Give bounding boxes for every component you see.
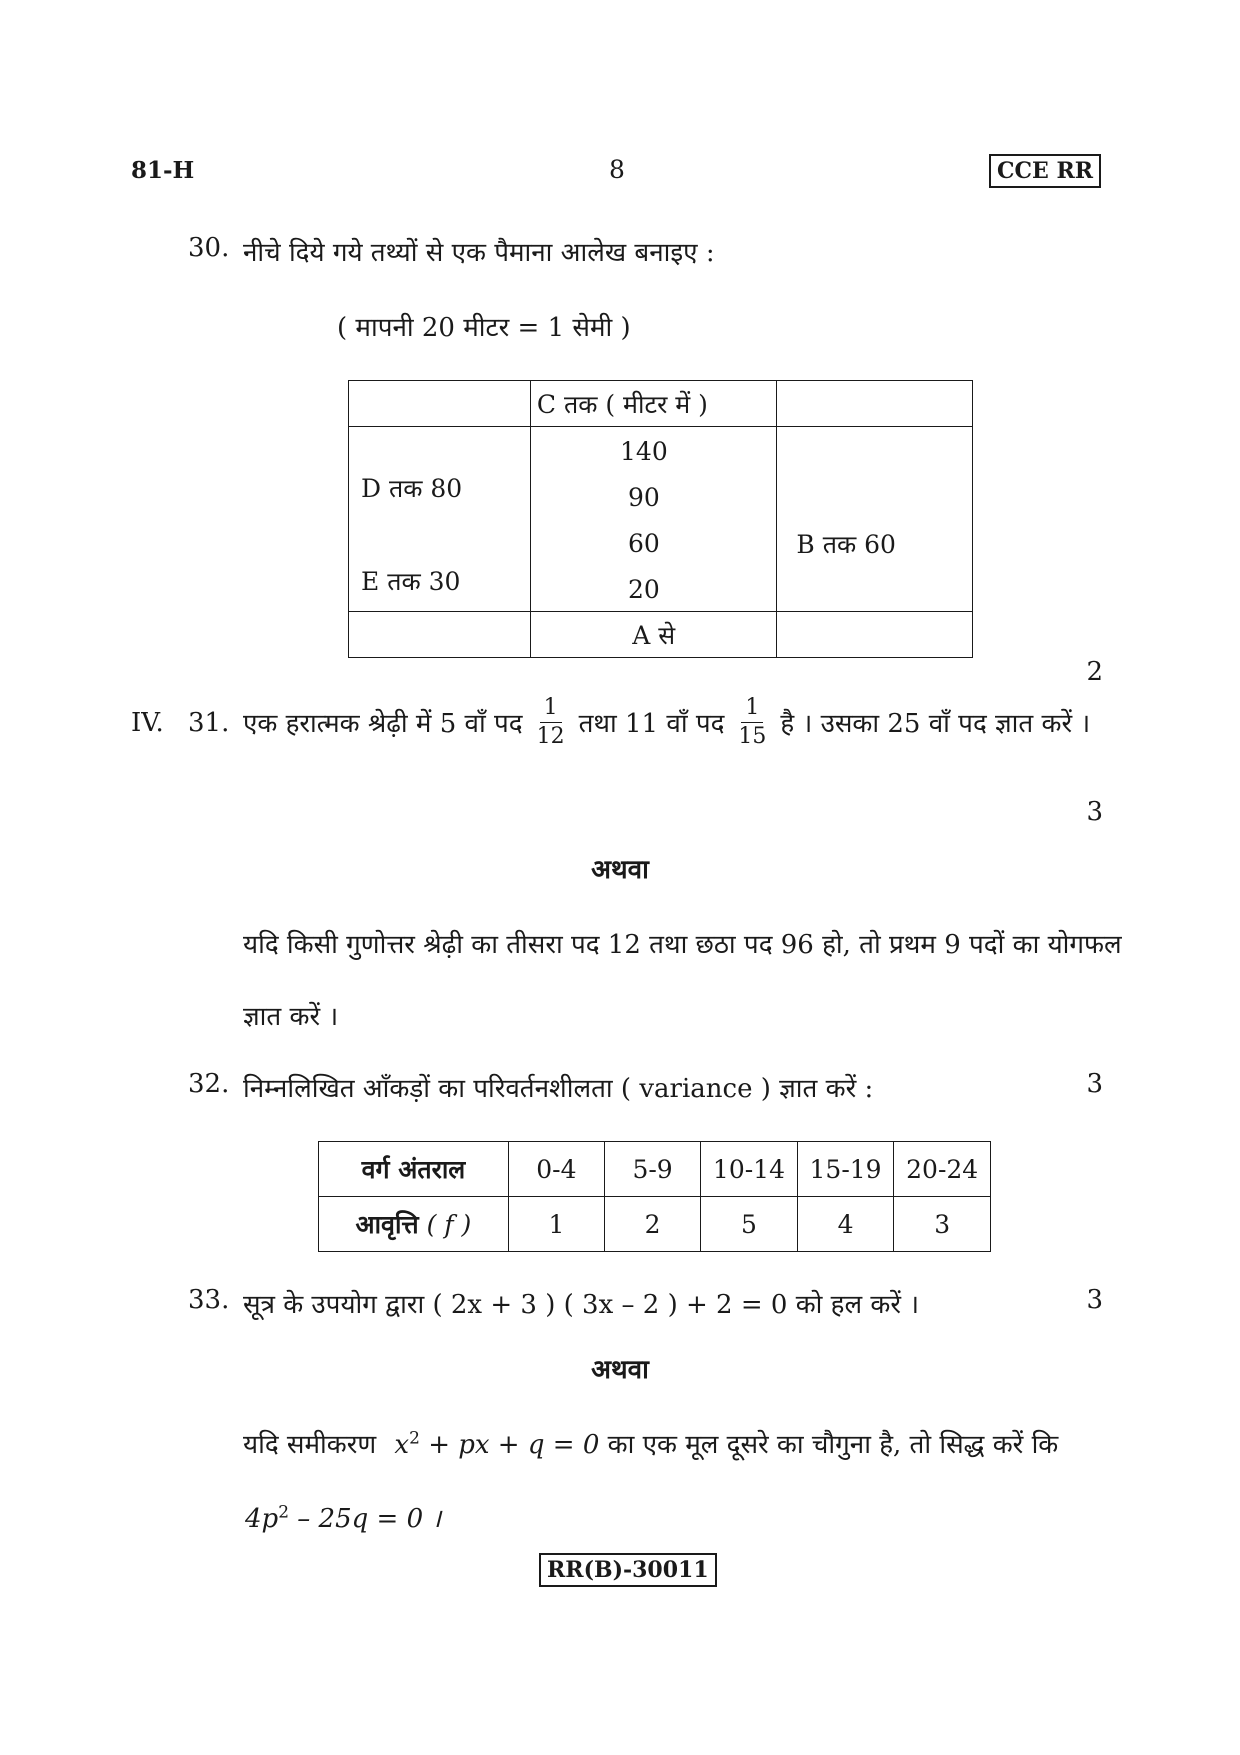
q31-alt-line1: यदि किसी गुणोत्तर श्रेढ़ी का तीसरा पद 12 तथा छठा पद 96 हो, तो प्रथम 9 पदों का योगफल: [243, 930, 1122, 960]
q30-marks: 2: [1086, 657, 1103, 687]
q30-scale: ( मापनी 20 मीटर = 1 सेमी ): [337, 313, 631, 343]
q33-alt-line1: [243, 1425, 1058, 1461]
q31-alt-line2: ज्ञात करें ।: [243, 1002, 339, 1032]
page-number: 8: [609, 155, 625, 184]
row-label-frequency: [319, 1197, 509, 1252]
frequency-label: आवृत्ति: [355, 1210, 419, 1239]
q30-d-label: D तक 80: [361, 474, 463, 503]
q33-alt-post: का एक मूल दूसरे का चौगुना है, तो सिद्ध करें कि: [607, 1430, 1059, 1460]
q33-marks: 3: [1086, 1285, 1103, 1315]
q30-col-header: C तक ( मीटर में ): [530, 381, 777, 427]
q33-alt-line2: [245, 1499, 441, 1535]
interval-cell: 20-24: [894, 1142, 991, 1197]
q30-table-empty-cell: [349, 381, 531, 427]
q33-text: सूत्र के उपयोग द्वारा ( 2x + 3 ) ( 3x – 2 ) + 2 = 0 को हल करें ।: [243, 1290, 920, 1320]
q31-part1: एक हरात्मक श्रेढ़ी में 5 वाँ पद: [243, 709, 523, 739]
q32-marks: 3: [1086, 1069, 1103, 1099]
frequency-cell: 4: [797, 1197, 894, 1252]
frequency-symbol: ( f ): [426, 1210, 472, 1239]
q31-fraction-2: [738, 696, 766, 749]
q30-right-cell: [777, 427, 973, 612]
equation-rest: + px + q = 0: [428, 1430, 600, 1460]
q30-value: 90: [627, 483, 660, 512]
q31-part3: है । उसका 25 वाँ पद ज्ञात करें ।: [780, 709, 1091, 739]
q31-marks: 3: [1086, 797, 1103, 827]
paper-code: 81-H: [131, 157, 195, 184]
frequency-cell: 3: [894, 1197, 991, 1252]
q33-number: 33.: [188, 1285, 230, 1315]
q32-number: 32.: [188, 1069, 230, 1099]
series-code: CCE RR: [989, 154, 1101, 188]
interval-cell: 15-19: [797, 1142, 894, 1197]
or-separator: अथवा: [591, 855, 649, 885]
interval-cell: 5-9: [605, 1142, 701, 1197]
frequency-cell: 5: [701, 1197, 798, 1252]
or-separator: अथवा: [591, 1355, 649, 1385]
q30-table-empty-cell: [777, 612, 973, 658]
fraction-denominator: 12: [536, 723, 565, 749]
interval-cell: 0-4: [508, 1142, 604, 1197]
equation-rest: – 25q = 0 ।: [297, 1504, 442, 1534]
q30-text: नीचे दिये गये तथ्यों से एक पैमाना आलेख बनाइए :: [243, 238, 715, 268]
q31-number: 31.: [188, 708, 230, 738]
q33-alt-pre: यदि समीकरण: [243, 1430, 377, 1460]
q31-fraction-1: [537, 696, 565, 749]
q30-number: 30.: [188, 233, 230, 263]
footer-code: RR(B)-30011: [539, 1553, 717, 1587]
equation-exponent: 2: [278, 1502, 290, 1523]
q30-table: [348, 380, 973, 658]
q32-table: [318, 1141, 991, 1252]
row-label-class-interval: वर्ग अंतराल: [319, 1142, 509, 1197]
fraction-numerator: 1: [741, 696, 763, 723]
fraction-numerator: 1: [540, 696, 562, 723]
equation-exponent: 2: [409, 1428, 420, 1449]
q30-value: 20: [627, 575, 660, 604]
q30-footer-label: A से: [530, 612, 777, 658]
interval-cell: 10-14: [701, 1142, 798, 1197]
q32-text: निम्नलिखित आँकड़ों का परिवर्तनशीलता ( variance ) ज्ञात करें :: [243, 1074, 874, 1104]
equation-term: 4p: [245, 1504, 279, 1534]
q30-b-label: B तक 60: [796, 530, 896, 559]
q30-e-label: E तक 30: [361, 567, 461, 596]
q30-middle-cell: [530, 427, 777, 612]
q30-left-cell: [349, 427, 531, 612]
fraction-denominator: 15: [738, 723, 767, 749]
q30-table-empty-cell: [777, 381, 973, 427]
equation-variable: x: [394, 1430, 410, 1460]
q30-value: 60: [627, 529, 660, 558]
q30-value: 140: [620, 437, 668, 466]
q31-text: [243, 692, 1090, 752]
frequency-cell: 2: [605, 1197, 701, 1252]
section-number: IV.: [131, 708, 164, 738]
frequency-cell: 1: [508, 1197, 604, 1252]
q30-table-empty-cell: [349, 612, 531, 658]
q31-part2: तथा 11 वाँ पद: [578, 709, 725, 739]
